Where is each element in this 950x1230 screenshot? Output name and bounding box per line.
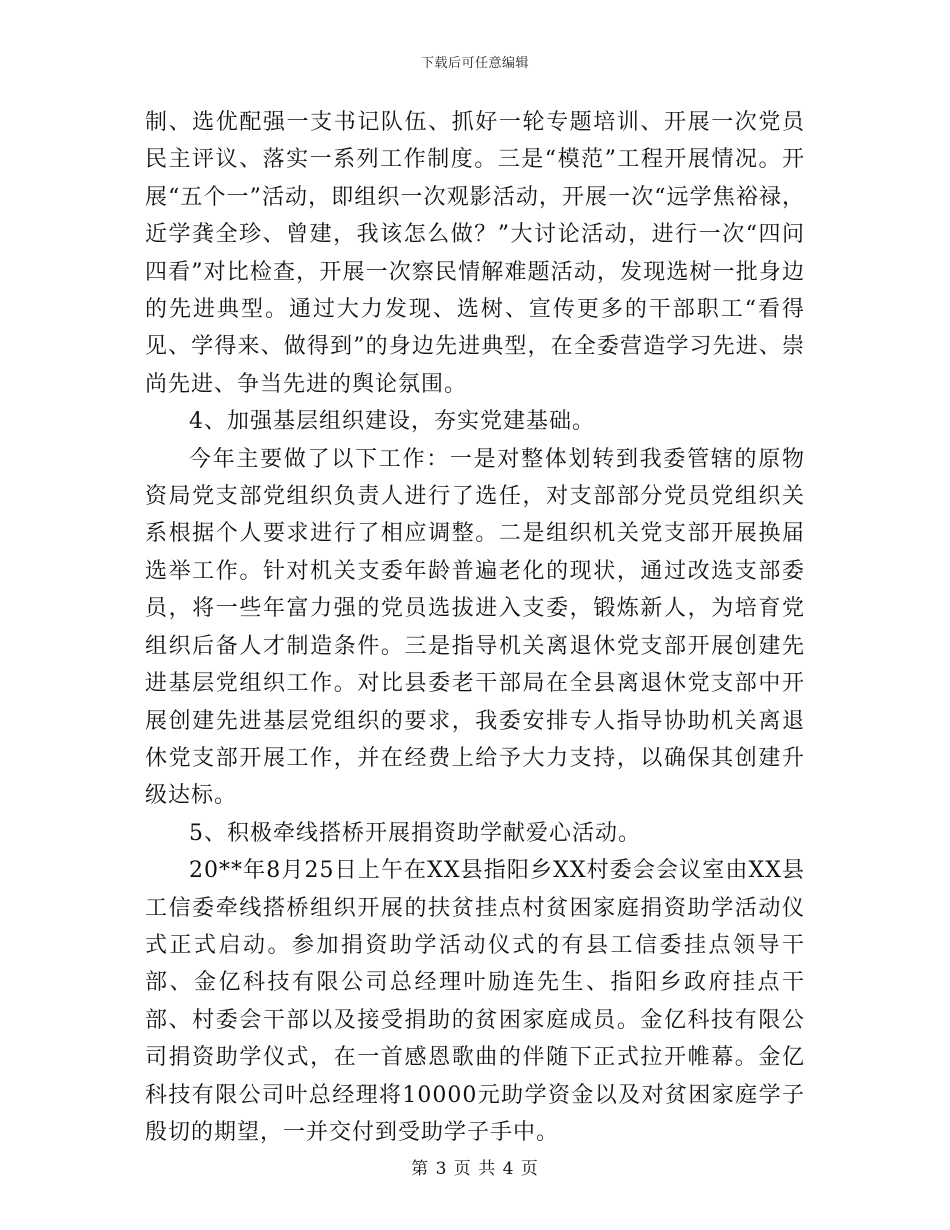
page-footer: 第 3 页 共 4 页 (411, 1159, 539, 1179)
section-heading-5: 5、积极牵线搭桥开展捐资助学献爱心活动。 (189, 820, 641, 846)
paragraph-continuation: 制、选优配强一支书记队伍、抓好一轮专题培训、开展一次党员民主评议、落实一系列工作制度。三是“模范”工程开展情况。开展“五个一”活动，即组织一次观影活动，开展一次“远学焦裕禄，近学龚全珍、曾建，我该怎么做？”大讨论活动，进行一次“四问四看”对比检查，开展一次察民情解难题活动，发现选树一批身边的先进典型。通过大力发现、选树、宣传更多的干部职工“看得见、学得来、做得到”的身边先进典型，在全委营造学习先进、崇尚先进、争当先进的舆论氛围。 (145, 110, 805, 397)
paragraph-grassroots-work: 今年主要做了以下工作：一是对整体划转到我委管辖的原物资局党支部党组织负责人进行了选任，对支部部分党员党组织关系根据个人要求进行了相应调整。二是组织机关党支部开展换届选举工作。针对机关支委年龄普遍老化的现状，通过改选支部委员，将一些年富力强的党员选拔进入支委，锻炼新人，为培育党组织后备人才制造条件。三是指导机关离退休党支部开展创建先进基层党组织工作。对比县委老干部局在全县离退休党支部中开展创建先进基层党组织的要求，我委安排专人指导协助机关离退休党支部开展工作，并在经费上给予大力支持，以确保其创建升级达标。 (145, 446, 805, 809)
section-heading-4: 4、加强基层组织建设，夯实党建基础。 (189, 409, 595, 435)
page-header: 下载后可任意编辑 (420, 56, 529, 71)
paragraph-donation-event: 20**年8月25日上午在XX县指阳乡XX村委会会议室由XX县工信委牵线搭桥组织开展的扶贫挂点村贫困家庭捐资助学活动仪式正式启动。参加捐资助学活动仪式的有县工信委挂点领导干部、金亿科技有限公司总经理叶励连先生、指阳乡政府挂点干部、村委会干部以及接受捐助的贫困家庭成员。金亿科技有限公司捐资助学仪式，在一首感恩歌曲的伴随下正式拉开帷幕。金亿科技有限公司叶总经理将10000元助学资金以及对贫困家庭学子殷切的期望，一并交付到受助学子手中。 (145, 858, 805, 1145)
document-body (145, 104, 805, 1151)
